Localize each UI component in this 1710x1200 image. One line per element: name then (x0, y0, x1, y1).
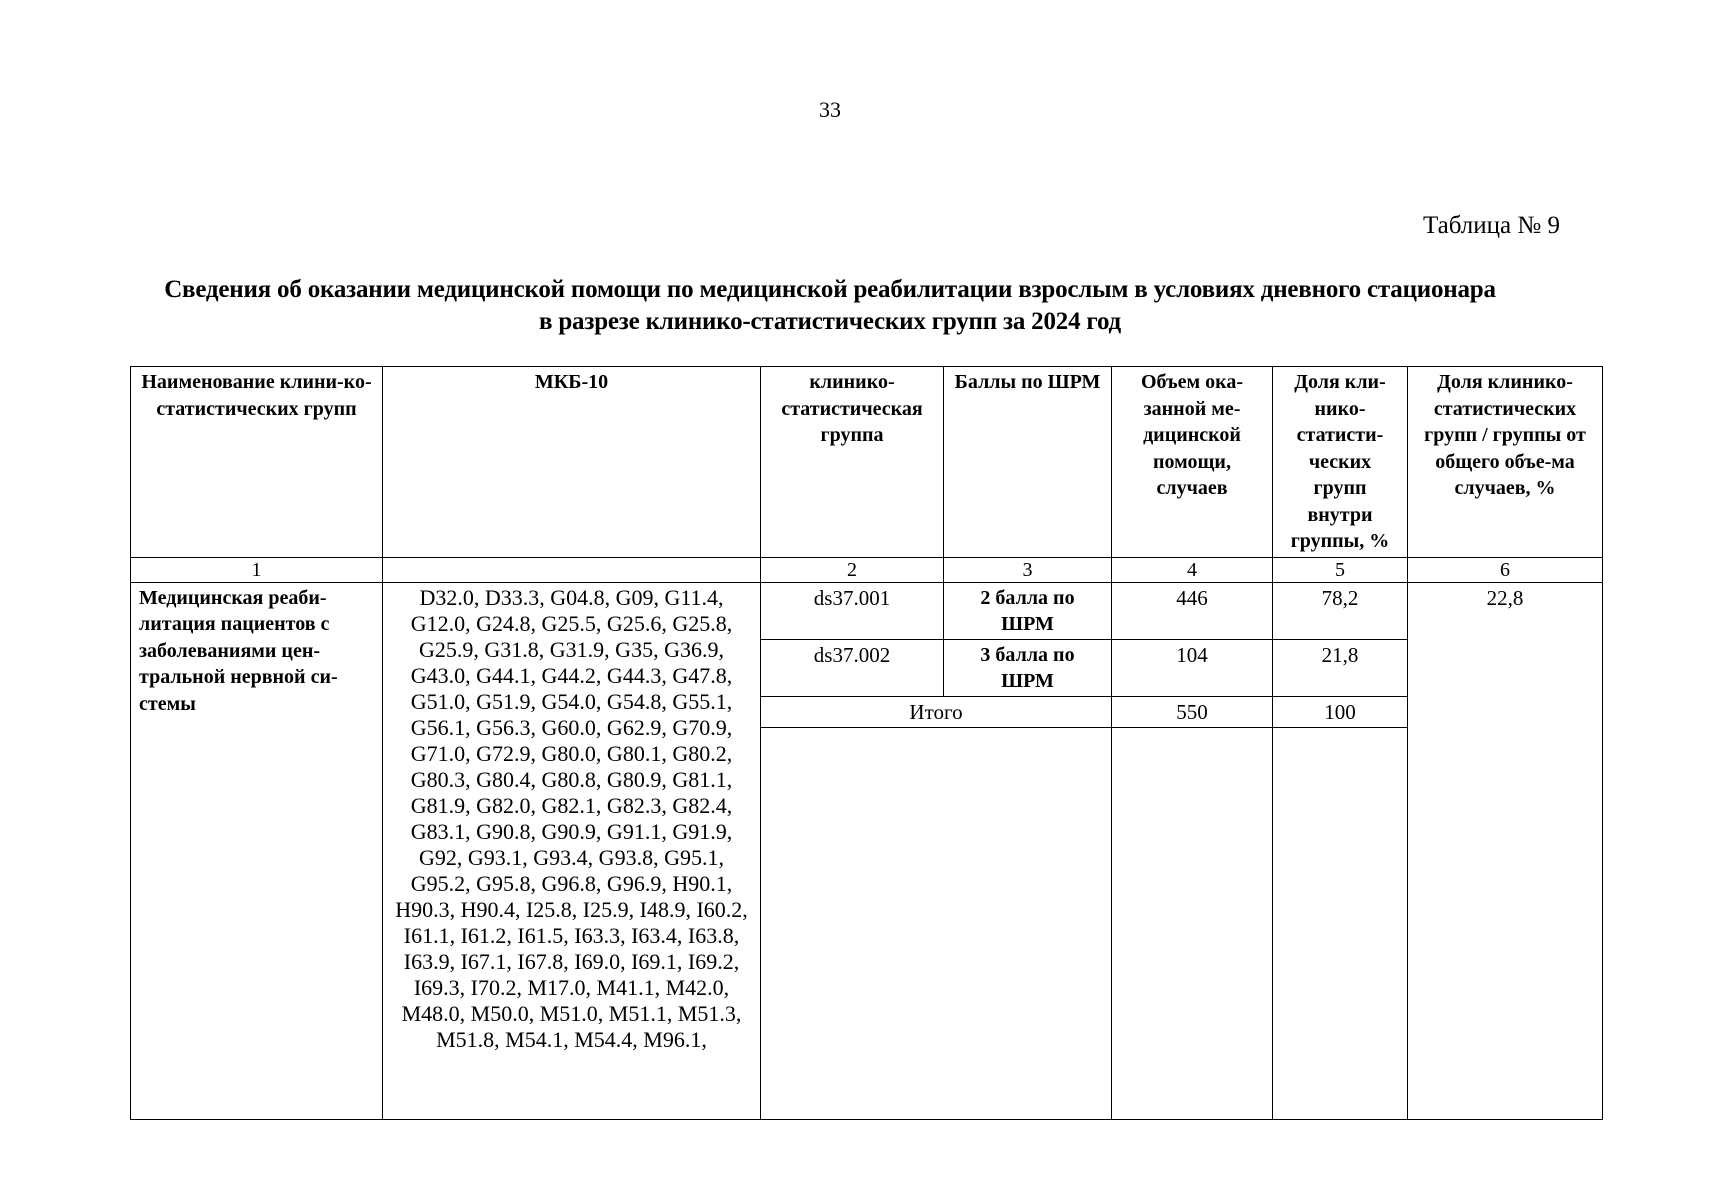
total-volume: 550 (1112, 696, 1273, 727)
column-number: 3 (944, 557, 1112, 582)
empty-cell (1273, 727, 1408, 1119)
title-line-2: в разрезе клинико-статистических групп за 2024 год (539, 308, 1121, 335)
empty-cell (1112, 727, 1273, 1119)
header-share-total: Доля клинико-статистических групп / группы от общего объе-ма случаев, % (1408, 367, 1603, 558)
ksg-code: ds37.001 (761, 582, 944, 639)
mkb-codes: D32.0, D33.3, G04.8, G09, G11.4, G12.0, G24.8, G25.5, G25.6, G25.8, G25.9, G31.8, G31.9, G35, G36.9, G43.0, G44.1, G44.2, G44.3, G47.8, G51.0, G51.9, G54.0, G54.8, G55.1, G56.1, G56.3, G60.0, G62.9, G70.9, G71.0, G72.9, G80.0, G80.1, G80.2, G80.3, G80.4, G80.8, G80.9, G81.1, G81.9, G82.0, G82.1, G82.3, G82.4, G83.1, G90.8, G90.9, G91.1, G91.9, G92, G93.1, G93.4, G93.8, G95.1, G95.2, G95.8, G96.8, G96.9, H90.1, H90.3, H90.4, I25.8, I25.9, I48.9, I60.2, I61.1, I61.2, I61.5, I63.3, I63.4, I63.8, I63.9, I67.1, I67.8, I69.0, I69.1, I69.2, I69.3, I70.2, M17.0, M41.1, M42.0, M48.0, M50.0, M51.0, M51.1, M51.3, M51.8, M54.1, M54.4, M96.1, (383, 582, 761, 1119)
ksg-code: ds37.002 (761, 639, 944, 696)
title-line-1: Сведения об оказании медицинской помощи по медицинской реабилитации взрослым в условиях дневного стационара (164, 276, 1496, 303)
column-number: 5 (1273, 557, 1408, 582)
table-row (131, 582, 1603, 639)
column-number-row (131, 557, 1603, 582)
document-title (110, 274, 1550, 338)
group-name: Медицинская реаби-литация пациентов с заболеваниями цен-тральной нервной си-стемы (131, 582, 383, 1119)
volume-cases: 104 (1112, 639, 1273, 696)
header-share-in-group: Доля кли-нико-статисти-ческих групп внутри группы, % (1273, 367, 1408, 558)
column-number: 6 (1408, 557, 1603, 582)
table-label: Таблица № 9 (1422, 212, 1560, 239)
header-volume: Объем ока-занной ме-дицинской помощи, случаев (1112, 367, 1273, 558)
column-number: 1 (131, 557, 383, 582)
header-ksg-name: Наименование клини-ко-статистических групп (131, 367, 383, 558)
page-number: 33 (819, 97, 841, 122)
share-in-group: 78,2 (1273, 582, 1408, 639)
shrm-score: 3 балла по ШРМ (944, 639, 1112, 696)
empty-cell (761, 727, 1112, 1119)
header-shrm-score: Баллы по ШРМ (944, 367, 1112, 558)
rehab-table (130, 366, 1603, 1120)
total-share: 100 (1273, 696, 1408, 727)
header-mkb10: МКБ-10 (383, 367, 761, 558)
column-number: 4 (1112, 557, 1273, 582)
column-number (383, 557, 761, 582)
total-label: Итого (761, 696, 1112, 727)
share-in-group: 21,8 (1273, 639, 1408, 696)
header-ksg: клинико-статистическая группа (761, 367, 944, 558)
share-of-total: 22,8 (1408, 582, 1603, 1119)
header-row (131, 367, 1603, 558)
volume-cases: 446 (1112, 582, 1273, 639)
column-number: 2 (761, 557, 944, 582)
shrm-score: 2 балла по ШРМ (944, 582, 1112, 639)
